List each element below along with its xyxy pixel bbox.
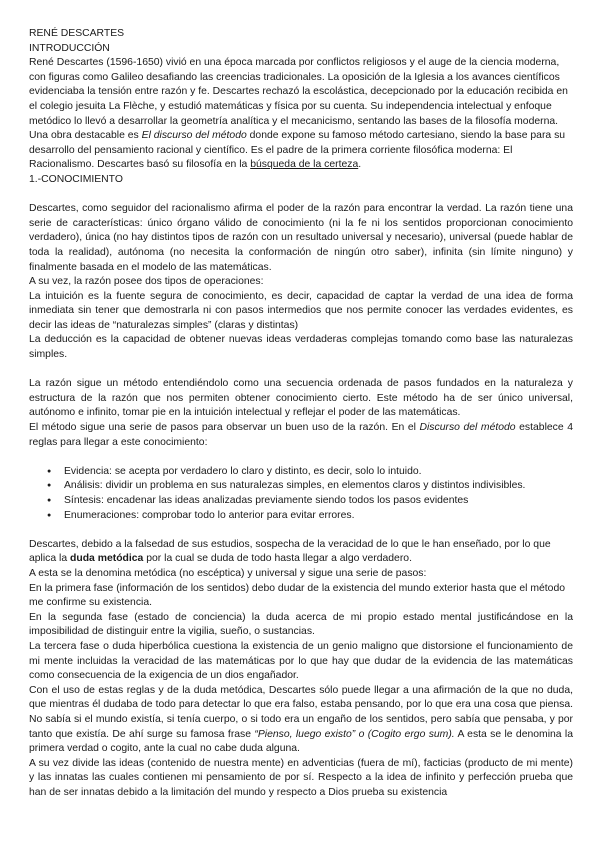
- deduction-paragraph: La deducción es la capacidad de obtener nuevas ideas verdaderas complejas tomando como base las naturalezas simples.: [29, 334, 573, 361]
- method-work-title: Discurso del método: [419, 422, 516, 434]
- intro-text-2: donde expone su famoso método cartesiano, siendo la base para su desarrollo del pensamiento racional y científico. Es el padre de la primera corriente filosófica moderna: El Racionalismo. Descartes basó su filosofía en la: [29, 130, 566, 171]
- certainty-underlined: búsqueda de la certeza: [250, 159, 359, 171]
- rule-evidence: ● Evidencia: se acepta por verdadero lo claro y distinto, es decir, solo lo intuido.: [29, 465, 573, 480]
- method-rules-text-2: establece 4 reglas para llegar a este conocimiento:: [29, 422, 573, 448]
- document-title: RENÉ DESCARTES: [29, 28, 125, 39]
- intro-text-1: René Descartes (1596-1650) vivió en una época marcada por conflictos religiosos y el auge de la ciencia moderna, con figuras como Galileo desafiando las creencias tradicionales. La oposición de la Iglesia a los avances científicos evidenciaba la tensión entre razón y fe. Descartes rechazó la escolástica, decepcionado por la educación recibida en el colegio jesuita La Flèche, y estudió matemáticas y física por su cuenta. Su independencia intelectual y enfoque metódico lo llevó a desarrollar la geometría analítica y el mecanicismo, sentando las bases de la filosofía moderna. Una obra destacable es: [29, 57, 568, 142]
- intro-paragraph: [29, 56, 573, 173]
- doubt-paragraph: [29, 538, 573, 567]
- cogito-text-2: A esta se le denomina la primera verdad o cogito, ante la cual no cabe duda alguna.: [29, 728, 573, 755]
- ideas-paragraph: A su vez divide las ideas (contenido de nuestra mente) en adventicias (fuera de mí), facticias (producto de mi mente) y las innatas las cuales contienen mi pensamiento de por sí. Respecto a la idea de infinito y perfección prueba que han de ser innatas debido a la limitación del mundo y respecto a Dios prueba su existencia: [29, 757, 573, 798]
- rules-list: [29, 465, 573, 523]
- phase-two: En la segunda fase (estado de conciencia) la duda acerca de mi propio estado mental justificándose en la imposibilidad de distinguir entre la vigilia, sueño, o sustancias.: [29, 611, 573, 638]
- rule-analysis: ● Análisis: dividir un problema en sus naturalezas simples, en elementos claros y distintos indivisibles.: [29, 479, 573, 494]
- cogito-text-1: Con el uso de estas reglas y de la duda metódica, Descartes sólo puede llegar a una afirmación de la que no duda, que mientras él dudaba de todo para detectar lo que era falso, estaba pensando, por lo que era una cosa que piensa. No sabía si el mundo existía, si tenía cuerpo, o si todo era un engaño de los sentidos, pero sabía que pensaba, y por tanto que existía. De ahí surge su famosa frase: [29, 684, 573, 740]
- doubt-named: A esta se la denomina metódica (no escéptica) y universal y sigue una serie de pasos:: [29, 567, 427, 579]
- intro-work-title: El discurso del método: [141, 130, 247, 142]
- phase-three: La tercera fase o duda hiperbólica cuestiona la existencia de un genio maligno que distorsione el funcionamiento de mi mente incluidas la veracidad de las matemáticas por lo que hay que dudar de la evidencia de las matemáticas como consecuencia de la exigencia de un dios engañador.: [29, 640, 573, 682]
- intro-heading: INTRODUCCIÓN: [29, 42, 110, 54]
- doubt-text-1: Descartes, debido a la falsedad de sus estudios, sospecha de la veracidad de lo que le han enseñado, por lo que aplica la: [29, 538, 551, 565]
- phase-one: En la primera fase (información de los sentidos) debo dudar de la existencia del mundo exterior hasta que el método me confirme su existencia.: [29, 582, 566, 609]
- intuition-paragraph: La intuición es la fuente segura de conocimiento, es decir, capacidad de captar la verdad de una idea de forma inmediata sin tener que demostrarla ni con pasos intermedios que nos permite conocer las verdades evidentes, es decir las ideas de “naturalezas simples” (claras y distintas): [29, 290, 573, 331]
- rule-synthesis: ● Síntesis: encadenar las ideas analizadas previamente siendo todos los pasos evidentes: [29, 494, 573, 509]
- document-body: [29, 27, 573, 800]
- reason-paragraph: Descartes, como seguidor del racionalismo afirma el poder de la razón para encontrar la verdad. La razón tiene una serie de características: único órgano válido de conocimiento (ni la fe ni los sentidos proporcionan conocimiento verdadero), única (no hay distintos tipos de razón con un resultado universal y necesario), universal (puede hablar de toda la realidad), autónoma (no necesita la conformación de ningún otro saber), infinita (sin límite ninguno) y finalmente basada en el modelo de las matemáticas.: [29, 203, 573, 273]
- method-rules-text-1: El método sigue una serie de pasos para observar un buen uso de la razón. En el: [29, 422, 420, 434]
- cogito-paragraph: [29, 684, 573, 757]
- section-heading-knowledge: 1.-CONOCIMIENTO: [29, 173, 123, 185]
- methodic-doubt-term: duda metódica: [70, 553, 144, 565]
- method-rules-intro: [29, 421, 573, 450]
- operations-intro: A su vez, la razón posee dos tipos de operaciones:: [29, 276, 264, 288]
- intro-text-3: .: [358, 159, 362, 171]
- cogito-quote: “Pienso, luego existo” o (Cogito ergo sum).: [254, 728, 455, 740]
- rule-enumeration: ● Enumeraciones: comprobar todo lo anterior para evitar errores.: [29, 509, 573, 524]
- doubt-text-2: por la cual se duda de todo hasta llegar a algo verdadero.: [143, 553, 412, 565]
- method-paragraph: La razón sigue un método entendiéndolo como una secuencia ordenada de pasos fundados en la naturaleza y estructura de la razón que nos permiten obtener conocimiento cierto. Este método ha de ser único universal, autónomo e infinito, tomar pie en la intuición intelectual y reflejar el poder de las matemáticas.: [29, 378, 573, 419]
